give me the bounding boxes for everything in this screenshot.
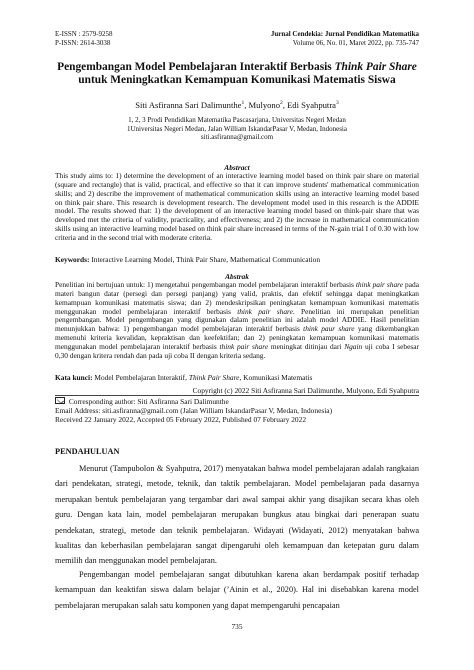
issn-block [55, 30, 113, 48]
title-italic: Think Pair Share [334, 61, 417, 73]
paragraph-2: Pengembangan model pembelajaran sangat dibutuhkan karena akan berdampak positif terhadap kemampuan dan keaktifan siswa dalam belajar (’Ainin et al., 2020). Hal ini disebabkan karena model pembelajaran merupakan salah satu komponen yang dapat mempengaruhi pencapaian [55, 570, 419, 610]
author-list [40, 98, 434, 110]
paragraph-1: Menurut (Tampubolon & Syahputra, 2017) menyatakan bahwa model pembelajaran adalah rangkaian dari pendekatan, strategi, metode, teknik, dan taktik pembelajaran. Model pembelajaran pada dasarnya merupakan bentuk pembelajaran yang tergambar dari awal sampai akhir yang disajikan secara khas oleh guru. Dengan kata lain, model pembelajaran merupakan bungkus atau bingkai dari penerapan suatu pendekatan, strategi, metode dan teknik pembelajaran. Widayati (Widayati, 2012) menyatakan bahwa kualitas dan keberhasilan pembelajaran sangat dipengaruhi oleh kemampuan dan ketepatan guru dalam memilih dan menggunakan model pembelajaran. [55, 464, 419, 566]
kata-kunci-label: Kata kunci: [55, 373, 93, 382]
eissn: E-ISSN : 2579-9258 [55, 30, 113, 38]
abstract-id-body: Penelitian ini bertujuan untuk: 1) mengetahui pengembangan model pembelajaran interaktif berbasis think pair share pada materi bangun datar (persegi dan persegi panjang) yang valid, praktis, dan efektif sehingga dapat meningkatkan kemampuan komunikasi matematis siswa; dan 2) mendeskripsikan peningkatan kemampuan komunikasi matematis menggunakan model pembelajaran interaktif berbasis think pair share. Penelitian ini merupakan penelitian pengembangan. Model pengembangan yang digunakan dalam penelitian ini adalah model ADDIE. Hasil penelitian menunjukkan bahwa: 1) pengembangan model pembelajaran interaktif berbasis think paur share yang dikembangkan memenuhi kriteria kevalidan, kepraktisan dan keefektifan; dan 2) peningkatan kemampuan komunikasi matematis menggunakan model pembelajaran interaktif berbasis think pair share meningkat ditinjau dari Ngain uji coba I sebesar 0,30 dengan kritera rendah dan pada uji coba II dengan kriteria sedang. [55, 280, 419, 360]
email-address: Email Address: siti.asfiranna@gmail.com (Jalan William IskandarPasar V, Medan, Indonesia) [55, 406, 333, 416]
author-email: siti.asfiranna@gmail.com [200, 133, 274, 142]
affiliations [40, 116, 434, 142]
affiliation-2: 1Universitas Negeri Medan, Jalan William IskandarPasar V, Medan, Indonesia [127, 124, 347, 133]
author-2: , Mulyono [244, 99, 281, 110]
publication-dates: Received 22 January 2022, Accepted 05 February 2022, Published 07 February 2022 [55, 415, 307, 425]
paper-title [40, 61, 434, 87]
title-line-2: untuk Meningkatkan Kemampuan Komunikasi Matematis Siswa [78, 74, 396, 86]
abstract-id-heading: Abstrak [225, 272, 249, 281]
envelope-icon [55, 397, 65, 404]
copyright-line: Copyright (c) 2022 Siti Asfiranna Sari Dalimunthe, Mulyono, Edi Syahputra [192, 386, 419, 395]
title-part: Pengembangan Model Pembelajaran Interaktif Berbasis [57, 61, 335, 73]
author-3: , Edi Syahputra [282, 99, 336, 110]
volume-info: Volume 06, No. 01, Maret 2022, pp. 735-747 [292, 39, 419, 47]
pissn: P-ISSN: 2614-3038 [55, 39, 111, 47]
correspondence-block [55, 395, 419, 425]
keywords-id: Kata kunci: Model Pembelajaran Interaktif, Think Pair Share, Komunikasi Matematis [55, 373, 313, 382]
journal-name: Jurnal Cendekia: Jurnal Pendidikan Matematika [270, 30, 419, 38]
author-3-sup: 3 [336, 100, 339, 106]
author-2-sup: 2 [280, 100, 283, 106]
page-number: 735 [231, 622, 243, 631]
keywords-label: Keywords: [55, 255, 90, 264]
affiliation-1: 1, 2, 3 Prodi Pendidikan Matematika Pascasarjana, Universitas Negeri Medan [128, 116, 346, 124]
journal-block [271, 30, 419, 48]
author-1-sup: 1 [241, 100, 245, 106]
abstract-en-heading: Abstract [224, 163, 250, 172]
keywords-value: Interactive Learning Model, Think Pair Share, Mathematical Communication [89, 255, 321, 264]
section-heading: PENDAHULUAN [55, 447, 120, 456]
keywords-en [55, 255, 419, 264]
abstract-en-body: This study aims to: 1) determine the development of an interactive learning model based on think pair share on material (square and rectangle) that is valid, practical, and effective so that it can improve students' mathematical communication skills; and 2) describe the improvement of mathematical communication skills using an interactive learning model based on think pair share. This research is development research. The development model used in this research is the ADDIE model. The results showed that: 1) the development of an interactive learning model based on think-pair share that was developed met the criteria of validity, practicality, and effectiveness; and 2) the increase in mathematical communication skills using an interactive learning model based on think pair share increased in terms of the N-gain trial I of 0.30 with low criteria and in the second trial with moderate criteria. [55, 171, 419, 242]
author-1: Siti Asfiranna Sari Dalimunthe [135, 99, 242, 110]
corresponding-author: Corresponding author: Siti Asfiranna Sari Dalimunthe [67, 397, 229, 406]
